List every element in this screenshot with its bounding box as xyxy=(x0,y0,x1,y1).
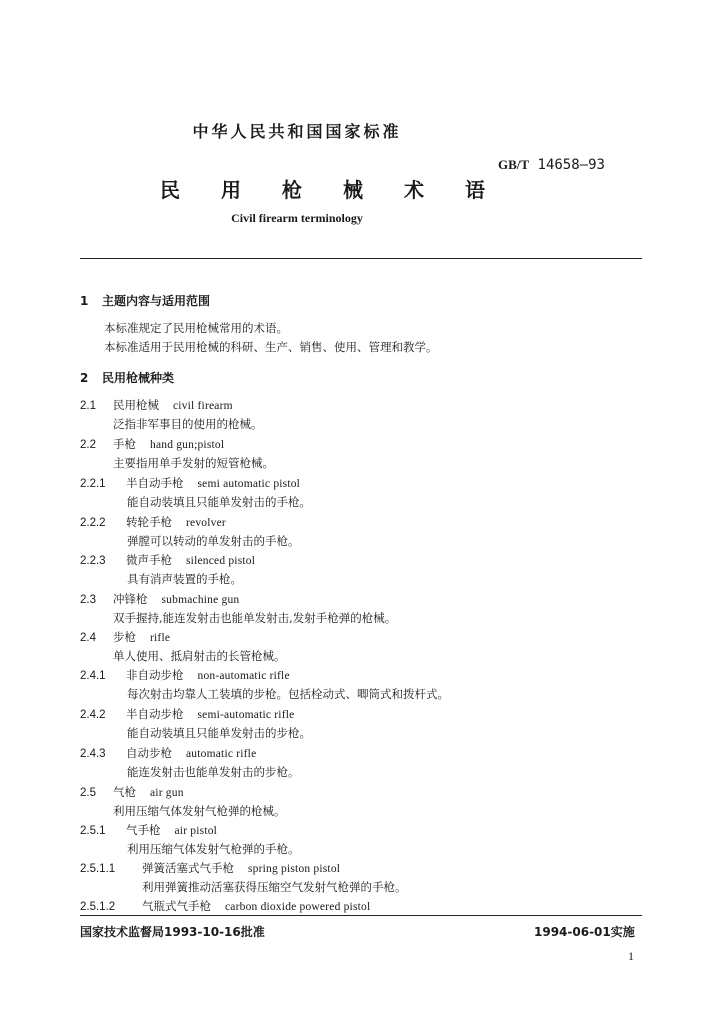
term-english: civil firearm xyxy=(173,400,233,412)
term-entry xyxy=(80,745,256,761)
term-entry xyxy=(80,514,226,530)
term-chinese: 步枪 xyxy=(113,630,136,644)
term-number: 2.3 xyxy=(80,594,96,606)
term-definition: 利用压缩气体发射气枪弹的手枪。 xyxy=(127,842,300,856)
term-entry xyxy=(80,552,255,568)
term-english: non-automatic rifle xyxy=(197,670,290,682)
term-english: air pistol xyxy=(174,825,218,837)
term-chinese: 弹簧活塞式气手枪 xyxy=(142,861,234,875)
term-number: 2.5.1 xyxy=(80,825,106,837)
footer-divider xyxy=(80,915,642,916)
term-english: semi automatic pistol xyxy=(197,478,301,490)
section-1-paragraph: 本标准适用于民用枪械的科研、生产、销售、使用、管理和教学。 xyxy=(104,340,438,354)
term-definition: 具有消声装置的手枪。 xyxy=(127,572,242,586)
term-chinese: 微声手枪 xyxy=(126,553,172,567)
term-chinese: 转轮手枪 xyxy=(126,515,172,529)
term-english: revolver xyxy=(186,517,226,529)
standard-code xyxy=(498,157,605,173)
section-1-heading xyxy=(80,292,210,309)
term-number: 2.2.3 xyxy=(80,555,106,567)
term-number: 2.4 xyxy=(80,632,96,644)
standard-name: 中华人民共和国国家标准 xyxy=(192,122,402,141)
section-1-title: 主题内容与适用范围 xyxy=(102,294,211,308)
term-chinese: 非自动步枪 xyxy=(126,668,184,682)
term-chinese: 手枪 xyxy=(113,437,136,451)
document-title: 民用枪械术语 xyxy=(160,178,526,202)
header-divider xyxy=(80,258,642,259)
section-1-number: 1 xyxy=(80,294,89,308)
term-entry xyxy=(80,436,224,452)
term-english: silenced pistol xyxy=(186,555,256,567)
term-chinese: 气瓶式气手枪 xyxy=(142,899,211,913)
term-number: 2.5.1.1 xyxy=(80,863,116,875)
term-chinese: 冲锋枪 xyxy=(113,592,148,606)
term-entry xyxy=(80,860,340,876)
term-definition: 利用弹簧推动活塞获得压缩空气发射气枪弹的手枪。 xyxy=(142,880,407,894)
term-definition: 弹膛可以转动的单发射击的手枪。 xyxy=(127,534,300,548)
term-english: semi-automatic rifle xyxy=(197,709,295,721)
term-entry xyxy=(80,475,300,491)
term-definition: 泛指非军事目的使用的枪械。 xyxy=(113,417,263,431)
term-entry xyxy=(80,784,184,800)
term-chinese: 气枪 xyxy=(113,785,136,799)
term-chinese: 气手枪 xyxy=(126,823,161,837)
term-entry xyxy=(80,397,233,413)
term-entry xyxy=(80,822,217,838)
term-english: carbon dioxide powered pistol xyxy=(225,901,371,913)
term-number: 2.5 xyxy=(80,787,96,799)
term-entry xyxy=(80,706,294,722)
term-chinese: 半自动手枪 xyxy=(126,476,184,490)
section-1-paragraph: 本标准规定了民用枪械常用的术语。 xyxy=(104,321,288,335)
term-number: 2.4.2 xyxy=(80,709,106,721)
term-english: automatic rifle xyxy=(186,748,257,760)
document-title-english: Civil firearm terminology xyxy=(231,211,363,225)
section-2-heading xyxy=(80,369,174,386)
term-definition: 主要指用单手发射的短管枪械。 xyxy=(113,456,274,470)
term-definition: 单人使用、抵肩射击的长管枪械。 xyxy=(113,649,286,663)
term-number: 2.2 xyxy=(80,439,96,451)
term-number: 2.4.1 xyxy=(80,670,106,682)
term-chinese: 民用枪械 xyxy=(113,398,159,412)
term-english: hand gun;pistol xyxy=(150,439,225,451)
standard-code-prefix: GB/T xyxy=(498,157,530,172)
term-definition: 双手握持,能连发射击也能单发射击,发射手枪弹的枪械。 xyxy=(113,611,397,625)
section-2-title: 民用枪械种类 xyxy=(102,371,175,385)
term-entry xyxy=(80,898,370,914)
term-english: rifle xyxy=(150,632,171,644)
term-definition: 利用压缩气体发射气枪弹的枪械。 xyxy=(113,804,286,818)
term-entry xyxy=(80,667,290,683)
term-definition: 能自动装填且只能单发射击的步枪。 xyxy=(127,726,311,740)
implementation-date: 1994-06-01实施 xyxy=(534,925,635,939)
page-number: 1 xyxy=(628,949,634,963)
approval-date: 国家技术监督局1993-10-16批准 xyxy=(80,925,265,939)
term-definition: 能连发射击也能单发射击的步枪。 xyxy=(127,765,300,779)
term-definition: 能自动装填且只能单发射击的手枪。 xyxy=(127,495,311,509)
term-number: 2.4.3 xyxy=(80,748,106,760)
term-english: spring piston pistol xyxy=(248,863,341,875)
standard-code-number: 14658—93 xyxy=(537,157,605,173)
term-chinese: 自动步枪 xyxy=(126,746,172,760)
term-chinese: 半自动步枪 xyxy=(126,707,184,721)
section-2-number: 2 xyxy=(80,371,89,385)
term-entry xyxy=(80,629,170,645)
term-number: 2.5.1.2 xyxy=(80,901,116,913)
term-english: submachine gun xyxy=(161,594,240,606)
term-english: air gun xyxy=(150,787,184,799)
term-number: 2.1 xyxy=(80,400,96,412)
term-number: 2.2.2 xyxy=(80,517,106,529)
term-entry xyxy=(80,591,239,607)
term-definition: 每次射击均靠人工装填的步枪。包括栓动式、唧筒式和拨杆式。 xyxy=(127,687,449,701)
term-number: 2.2.1 xyxy=(80,478,106,490)
